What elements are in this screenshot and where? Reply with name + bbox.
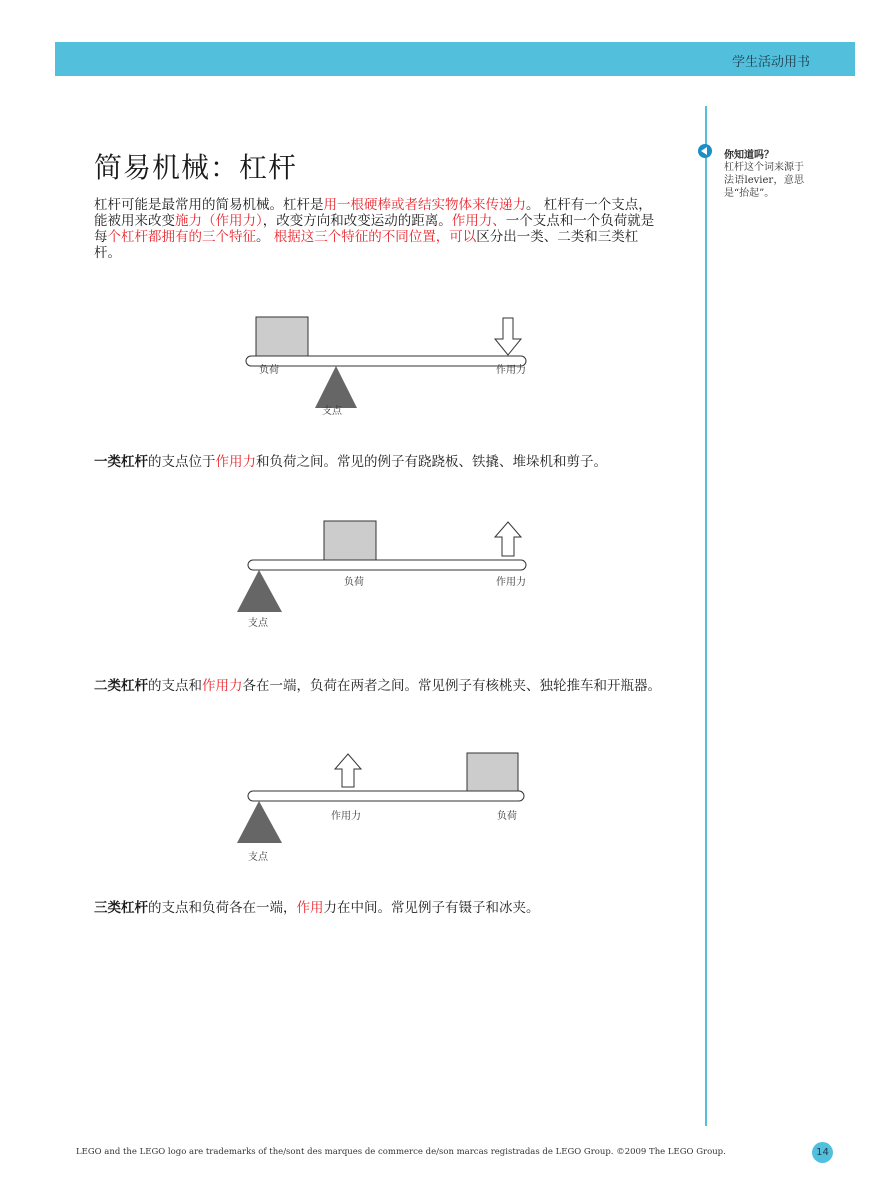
intro-text: 区分出一类、二类和三类杠杆。 bbox=[94, 229, 639, 261]
caption-highlight: 作用力 bbox=[215, 454, 256, 470]
intro-highlight: 根据这三个特征的不同位置，可以 bbox=[273, 229, 477, 245]
effort-up-arrow-icon bbox=[335, 754, 361, 787]
caption-highlight: 作用 bbox=[296, 900, 324, 916]
effort-label: 作用力 bbox=[496, 365, 526, 376]
caption-class1 bbox=[94, 452, 669, 472]
load-label: 负荷 bbox=[259, 365, 279, 376]
lever-diagram-class1 bbox=[240, 310, 540, 420]
page-title: 简易机械：杠杆 bbox=[94, 151, 298, 184]
caption-highlight: 作用力 bbox=[202, 678, 243, 694]
intro-text: 一个支点和一个负荷就是每 bbox=[94, 213, 655, 245]
lever-diagram-class2 bbox=[234, 516, 534, 634]
header-bar bbox=[55, 42, 855, 76]
caption-term: 二类杠杆 bbox=[94, 678, 148, 694]
footer-text: LEGO and the LEGO logo are trademarks of the/sont des marques de commerce de/son marcas registradas de LEGO Group. ©2009 The LEGO Group. bbox=[76, 1147, 726, 1157]
lever-diagram-class3 bbox=[234, 748, 534, 866]
intro-text: 。 杠杆有一个支点，能被用来改变 bbox=[94, 197, 652, 229]
intro-text: ，改变方向和改变运动的距离。 bbox=[262, 213, 452, 229]
sidebar-divider bbox=[705, 106, 707, 1126]
intro-highlight: 作用力、 bbox=[451, 213, 506, 229]
fulcrum-label: 支点 bbox=[248, 852, 268, 863]
intro-text: 。 bbox=[256, 229, 274, 245]
intro-paragraph bbox=[94, 197, 664, 261]
header-title: 学生活动用书 bbox=[731, 55, 810, 70]
fulcrum-triangle bbox=[237, 570, 282, 612]
fulcrum-triangle bbox=[315, 366, 357, 408]
load-box bbox=[467, 753, 518, 791]
caption-text: 的支点和负荷各在一端， bbox=[148, 900, 297, 916]
caption-text: 力在中间。常见例子有镊子和冰夹。 bbox=[323, 900, 540, 916]
fulcrum-triangle bbox=[237, 801, 282, 843]
intro-highlight: 施力（作用力） bbox=[175, 213, 263, 229]
effort-label: 作用力 bbox=[331, 811, 361, 822]
intro-highlight: 个杠杆都拥有的三个特征 bbox=[107, 229, 256, 245]
caption-text: 的支点位于 bbox=[148, 454, 216, 470]
fulcrum-label: 支点 bbox=[248, 618, 268, 629]
caption-text: 和负荷之间。常见的例子有跷跷板、铁撬、堆垛机和剪子。 bbox=[256, 454, 607, 470]
caption-term: 三类杠杆 bbox=[94, 900, 148, 916]
lever-beam bbox=[246, 356, 526, 366]
load-label: 负荷 bbox=[497, 811, 517, 822]
caption-class2 bbox=[94, 676, 669, 696]
caption-class3 bbox=[94, 898, 669, 918]
effort-up-arrow-icon bbox=[495, 522, 521, 556]
effort-label: 作用力 bbox=[496, 577, 526, 588]
lever-beam bbox=[248, 560, 526, 570]
page-number: 14 bbox=[812, 1142, 833, 1163]
sidebar-title: 你知道吗？ bbox=[724, 150, 774, 161]
info-arrow-icon bbox=[698, 144, 712, 158]
sidebar-text: 杠杆这个词来源于法语levier，意思是“抬起”。 bbox=[724, 162, 804, 199]
intro-highlight: 用一根硬棒或者结实物体来传递力 bbox=[323, 197, 526, 213]
fulcrum-label: 支点 bbox=[322, 406, 342, 417]
load-box bbox=[324, 521, 376, 560]
load-box bbox=[256, 317, 308, 356]
caption-text: 的支点和 bbox=[148, 678, 202, 694]
lever-beam bbox=[248, 791, 524, 801]
intro-text: 杠杆可能是最常用的简易机械。杠杆是 bbox=[94, 197, 324, 213]
effort-down-arrow-icon bbox=[495, 318, 521, 355]
caption-text: 各在一端，负荷在两者之间。常见例子有核桃夹、独轮推车和开瓶器。 bbox=[242, 678, 661, 694]
load-label: 负荷 bbox=[344, 577, 364, 588]
caption-term: 一类杠杆 bbox=[94, 454, 148, 470]
